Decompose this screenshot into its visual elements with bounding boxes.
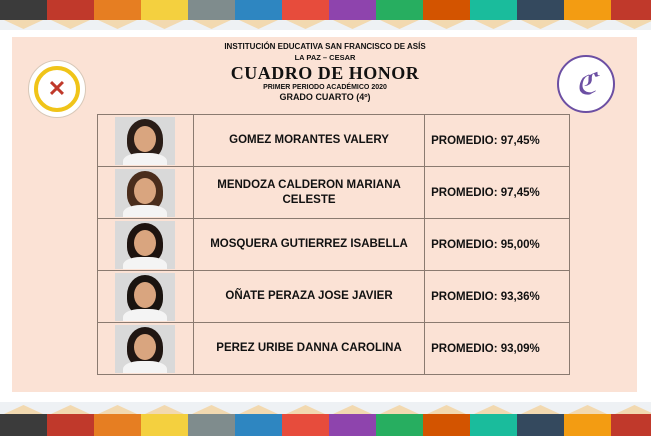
pencil-decoration xyxy=(564,400,611,436)
student-name: GOMEZ MORANTES VALERY xyxy=(193,115,424,167)
pencil-decoration xyxy=(282,0,329,34)
pencil-decoration xyxy=(141,400,188,436)
top-pencil-border xyxy=(0,0,651,34)
pencil-decoration xyxy=(423,400,470,436)
portrait-shirt xyxy=(123,361,167,373)
pencil-decoration xyxy=(470,0,517,34)
portrait-face xyxy=(134,126,156,152)
student-photo xyxy=(115,117,175,165)
academic-period: PRIMER PERIODO ACADÉMICO 2020 xyxy=(263,84,387,91)
pencil-decoration xyxy=(329,400,376,436)
pencil-decoration xyxy=(564,0,611,34)
student-name: MENDOZA CALDERON MARIANA CELESTE xyxy=(193,167,424,219)
grade-label: GRADO CUARTO (4º) xyxy=(279,92,371,102)
page-title: CUADRO DE HONOR xyxy=(230,63,420,83)
student-photo xyxy=(115,221,175,269)
student-name: OÑATE PERAZA JOSE JAVIER xyxy=(193,271,424,323)
portrait-face xyxy=(134,230,156,256)
pencil-decoration xyxy=(188,0,235,34)
institution-name: INSTITUCIÓN EDUCATIVA SAN FRANCISCO DE ASÍS xyxy=(224,42,426,51)
institution-city: LA PAZ – CESAR xyxy=(294,53,356,62)
student-average: PROMEDIO: 97,45% xyxy=(425,167,570,219)
student-photo-cell xyxy=(98,271,194,323)
portrait-face xyxy=(134,178,156,204)
pencil-decoration xyxy=(188,400,235,436)
pencil-decoration xyxy=(423,0,470,34)
student-average: PROMEDIO: 93,09% xyxy=(425,323,570,375)
pencil-decoration xyxy=(94,400,141,436)
pencil-decoration xyxy=(611,0,651,34)
pencil-decoration xyxy=(235,0,282,34)
pencil-decoration xyxy=(376,0,423,34)
pencil-decoration xyxy=(47,0,94,34)
pencil-decoration xyxy=(94,0,141,34)
student-photo-cell xyxy=(98,115,194,167)
pencil-decoration xyxy=(235,400,282,436)
pencil-decoration xyxy=(329,0,376,34)
pencil-decoration xyxy=(376,400,423,436)
page-header xyxy=(150,40,500,102)
student-average: PROMEDIO: 95,00% xyxy=(425,219,570,271)
pencil-decoration xyxy=(517,400,564,436)
pencil-decoration xyxy=(0,0,47,34)
table-row xyxy=(98,219,570,271)
student-photo xyxy=(115,169,175,217)
pencil-decoration xyxy=(517,0,564,34)
table-row xyxy=(98,323,570,375)
student-average: PROMEDIO: 97,45% xyxy=(425,115,570,167)
portrait-shirt xyxy=(123,309,167,321)
pencil-decoration xyxy=(47,400,94,436)
pencil-decoration xyxy=(141,0,188,34)
student-average: PROMEDIO: 93,36% xyxy=(425,271,570,323)
pencil-decoration xyxy=(0,400,47,436)
bottom-pencil-border xyxy=(0,400,651,436)
portrait-face xyxy=(134,282,156,308)
honor-table xyxy=(97,114,570,375)
table-row xyxy=(98,271,570,323)
student-name: MOSQUERA GUTIERREZ ISABELLA xyxy=(193,219,424,271)
portrait-shirt xyxy=(123,257,167,269)
table-row xyxy=(98,167,570,219)
student-photo-cell xyxy=(98,323,194,375)
table-row xyxy=(98,115,570,167)
student-photo-cell xyxy=(98,219,194,271)
student-photo xyxy=(115,325,175,373)
franciscan-seal-icon: ℭ xyxy=(557,55,615,113)
portrait-face xyxy=(134,334,156,360)
student-photo xyxy=(115,273,175,321)
pencil-decoration xyxy=(470,400,517,436)
student-name: PEREZ URIBE DANNA CAROLINA xyxy=(193,323,424,375)
pencil-decoration xyxy=(282,400,329,436)
student-photo-cell xyxy=(98,167,194,219)
crest-ring: ✕ xyxy=(34,66,80,112)
pencil-decoration xyxy=(611,400,651,436)
portrait-shirt xyxy=(123,153,167,165)
school-crest-icon xyxy=(28,60,86,118)
portrait-shirt xyxy=(123,205,167,217)
